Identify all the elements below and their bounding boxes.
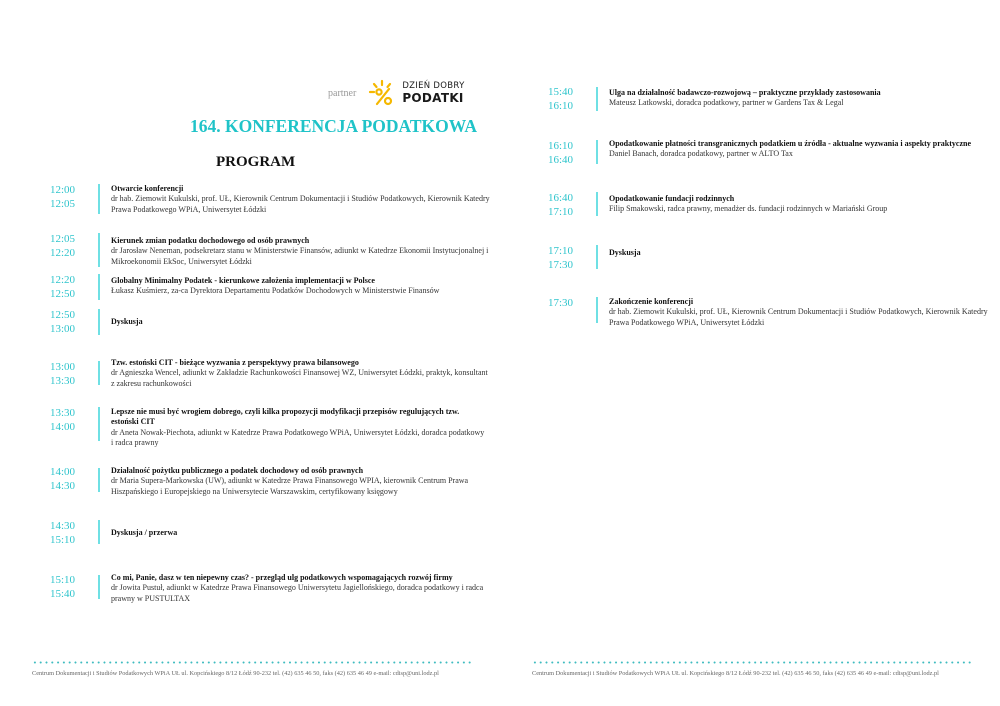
end-time: 15:40 [50, 587, 76, 600]
session-speaker: dr Agnieszka Wencel, adiunkt w Zakładzie Rachunkowości Finansowej WZ, Uniwersytet Łódzki, praktyk, konsultant z zakresu rachunkowości [111, 368, 488, 388]
session-title: Dyskusja [609, 248, 641, 257]
start-time: 12:20 [50, 274, 76, 286]
start-time: 16:40 [548, 192, 574, 204]
start-time: 15:10 [50, 574, 76, 586]
end-time: 12:20 [50, 246, 76, 259]
session-title: Dyskusja [111, 317, 143, 326]
footer [532, 661, 972, 677]
footer [32, 661, 472, 677]
time-divider [596, 87, 598, 111]
end-time: 16:40 [548, 153, 574, 166]
session [50, 466, 491, 497]
end-time: 17:10 [548, 205, 574, 218]
program-heading: PROGRAM [216, 154, 296, 170]
time-divider [98, 407, 100, 441]
dotted-divider [532, 661, 972, 664]
dotted-divider [32, 661, 472, 664]
conference-title: 164. KONFERENCJA PODATKOWA [190, 116, 477, 136]
session-title: Ulga na działalność badawczo-rozwojową – praktyczne przykłady zastosowania [609, 88, 881, 97]
session [50, 358, 491, 389]
partner-block [328, 78, 465, 108]
end-time: 16:10 [548, 99, 574, 112]
session [548, 86, 999, 113]
session-title: Dyskusja / przerwa [111, 528, 178, 537]
start-time: 12:05 [50, 233, 76, 245]
sun-percent-icon [368, 79, 396, 107]
start-time: 17:30 [548, 297, 574, 309]
session-speaker: dr Maria Supera-Markowska (UW), adiunkt w Katedrze Prawa Finansowego WPIA, kierownik Centrum Prawa Hiszpańskiego i Europejskiego na Uniwersytecie Warszawskim, certyfikowany księgowy [111, 476, 469, 496]
partner-label: partner [328, 87, 357, 99]
time-divider [98, 274, 100, 300]
session-title: Otwarcie konferencji [111, 184, 184, 193]
time-divider [98, 361, 100, 385]
time-divider [98, 309, 100, 335]
session [50, 407, 486, 449]
end-time: 12:50 [50, 287, 76, 300]
time-divider [596, 245, 598, 269]
logo-line1: DZIEŃ DOBRY [402, 81, 465, 92]
time-divider [98, 468, 100, 492]
session-speaker: dr Aneta Nowak-Piechota, adiunkt w Katedrze Prawa Podatkowego WPiA, Uniwersytet Łódzki, doradca podatkowy i radca prawny [111, 427, 485, 448]
session-speaker: Łukasz Kuśmierz, za-ca Dyrektora Departamentu Podatków Dochodowych w Ministerstwie Finansów [111, 286, 440, 296]
session [50, 573, 496, 604]
footer-contact: Centrum Dokumentacji i Studiów Podatkowych WPiA UŁ ul. Kopcińskiego 8/12 Łódź 90-232 tel. (42) 635 46 50, faks (42) 635 46 49 e-mail: cdisp@uni.lodz.pl [532, 670, 939, 677]
start-time: 14:30 [50, 520, 76, 532]
start-time: 17:10 [548, 245, 574, 257]
session [50, 520, 491, 547]
session-speaker: dr Jowita Pustuł, adiunkt w Katedrze Prawa Finansowego Uniwersytetu Jagiellońskiego, doradca podatkowy i radca prawny w PUSTULTAX [111, 583, 484, 603]
session [50, 184, 491, 215]
start-time: 14:00 [50, 466, 76, 478]
time-divider [98, 184, 100, 214]
dzien-dobry-podatki-logo [402, 82, 464, 104]
session-speaker: dr Jarosław Neneman, podsekretarz stanu w Ministerstwie Finansów, adiunkt w Katedrze Ekonomii Instytucjonalnej i Mikroekonomii EkSoc, Uniwersytet Łódzki [111, 246, 489, 266]
end-time: 13:00 [50, 322, 76, 335]
session [50, 309, 491, 336]
session [50, 233, 491, 267]
session-title: Globalny Minimalny Podatek - kierunkowe założenia implementacji w Polsce [111, 276, 375, 285]
session-title: Lepsze nie musi być wrogiem dobrego, czyli kilka propozycji modyfikacji przepisów regulujących tzw. estoński CIT [111, 407, 460, 427]
session-speaker: dr hab. Ziemowit Kukulski, prof. UŁ, Kierownik Centrum Dokumentacji i Studiów Podatkowych, Kierownik Katedry Prawa Podatkowego WPiA, Uniwersytet Łódzki [609, 307, 988, 327]
time-divider [596, 140, 598, 164]
time-divider [596, 192, 598, 216]
logo-line2: PODATKI [402, 90, 464, 105]
session-title: Tzw. estoński CIT - bieżące wyzwania z perspektywy prawa bilansowego [111, 358, 359, 367]
session-title: Zakończenie konferencji [609, 297, 694, 306]
session-title: Kierunek zmian podatku dochodowego od osób prawnych [111, 236, 310, 245]
session-title: Opodatkowanie płatności transgranicznych podatkiem u źródła - aktualne wyzwania i aspekty praktyczne [609, 139, 972, 148]
time-divider [98, 233, 100, 267]
start-time: 13:00 [50, 361, 76, 373]
session [548, 245, 999, 272]
end-time: 14:00 [50, 420, 76, 433]
page-right [500, 0, 1000, 706]
end-time: 13:30 [50, 374, 76, 387]
session [548, 192, 999, 219]
session-title: Opodatkowanie fundacji rodzinnych [609, 194, 735, 203]
time-divider [596, 297, 598, 323]
end-time: 14:30 [50, 479, 76, 492]
session-speaker: dr hab. Ziemowit Kukulski, prof. UŁ, Kierownik Centrum Dokumentacji i Studiów Podatkowych, Kierownik Katedry Prawa Podatkowego WPiA, Uniwersytet Łódzki [111, 194, 490, 214]
start-time: 16:10 [548, 140, 574, 152]
session-speaker: Daniel Banach, doradca podatkowy, partner w ALTO Tax [609, 149, 793, 159]
end-time: 15:10 [50, 533, 76, 546]
session-title: Działalność pożytku publicznego a podatek dochodowy od osób prawnych [111, 466, 364, 475]
start-time: 15:40 [548, 86, 574, 98]
start-time: 13:30 [50, 407, 76, 419]
start-time: 12:00 [50, 184, 76, 196]
time-divider [98, 575, 100, 599]
start-time: 12:50 [50, 309, 76, 321]
time-divider [98, 520, 100, 544]
session-speaker: Mateusz Latkowski, doradca podatkowy, partner w Gardens Tax & Legal [609, 98, 844, 108]
session [548, 139, 999, 167]
session [548, 297, 999, 328]
footer-contact: Centrum Dokumentacji i Studiów Podatkowych WPiA UŁ ul. Kopcińskiego 8/12 Łódź 90-232 tel. (42) 635 46 50, faks (42) 635 46 49 e-mail: cdisp@uni.lodz.pl [32, 670, 439, 677]
end-time: 17:30 [548, 258, 574, 271]
session-speaker: Filip Smakowski, radca prawny, menadżer ds. fundacji rodzinnych w Mariański Group [609, 204, 888, 214]
end-time: 12:05 [50, 197, 76, 210]
session [50, 274, 491, 301]
session-title: Co mi, Panie, dasz w ten niepewny czas? - przegląd ulg podatkowych wspomagających rozwój firmy [111, 573, 453, 582]
